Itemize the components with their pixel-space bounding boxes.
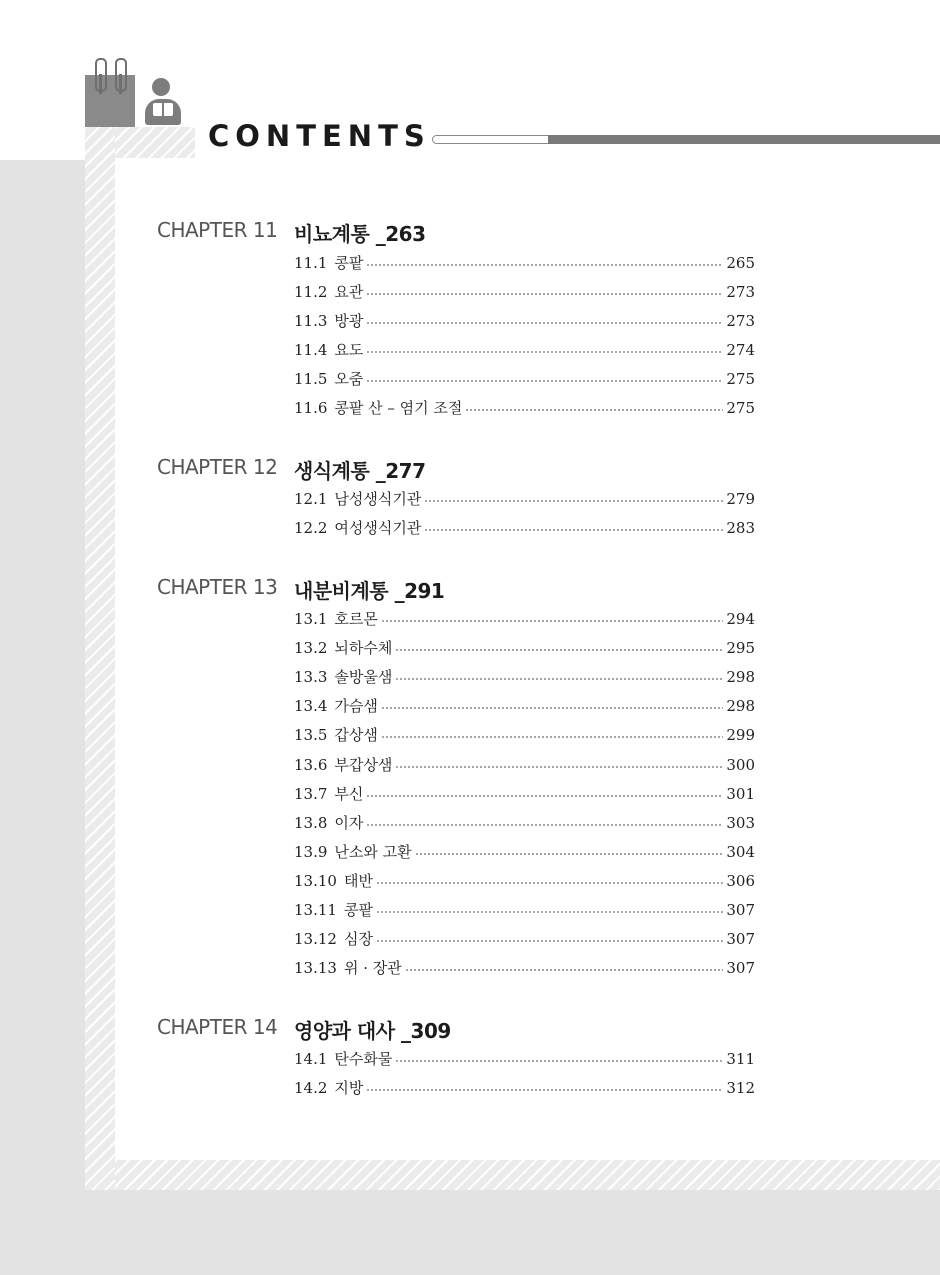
dot-leader — [395, 766, 723, 768]
entry-title: 오줌 — [334, 370, 364, 388]
entry-page: 275 — [726, 370, 755, 388]
toc-entry[interactable] — [294, 928, 755, 950]
entry-number: 13.12 — [294, 930, 337, 948]
entry-number: 12.1 — [294, 490, 328, 508]
hatched-border-top — [115, 127, 195, 158]
entry-number: 11.4 — [294, 341, 328, 359]
entry-title: 가슴샘 — [334, 697, 378, 715]
dot-leader — [376, 911, 723, 913]
toc-entry[interactable] — [294, 637, 755, 659]
entry-title: 여성생식기관 — [334, 519, 422, 537]
chapter-title: 비뇨계통 _263 — [294, 222, 426, 246]
entry-number: 13.1 — [294, 610, 328, 628]
entry-title: 콩팥 산 – 염기 조절 — [334, 399, 463, 417]
entry-page: 298 — [726, 668, 755, 686]
entry-page: 311 — [726, 1050, 755, 1068]
entry-page: 301 — [726, 785, 755, 803]
dot-leader — [424, 500, 723, 502]
entry-number: 11.2 — [294, 283, 328, 301]
dot-leader — [366, 380, 723, 382]
toc-entry[interactable] — [294, 695, 755, 717]
dot-leader — [366, 1089, 723, 1091]
binder-ring-icon — [95, 58, 107, 92]
entry-title: 남성생식기관 — [334, 490, 422, 508]
entry-page: 312 — [726, 1079, 755, 1097]
entry-page: 279 — [726, 490, 755, 508]
page-title: CONTENTS — [208, 119, 431, 153]
toc-entry[interactable] — [294, 754, 755, 776]
entry-number: 13.7 — [294, 785, 328, 803]
entry-page: 307 — [726, 959, 755, 977]
chapter-title: 영양과 대사 _309 — [294, 1019, 451, 1043]
toc-entry[interactable] — [294, 957, 755, 979]
entry-number: 13.2 — [294, 639, 328, 657]
entry-page: 273 — [726, 283, 755, 301]
entry-page: 273 — [726, 312, 755, 330]
entry-number: 14.1 — [294, 1050, 328, 1068]
page-background-bottom — [0, 1190, 940, 1275]
toc-entry[interactable] — [294, 812, 755, 834]
entry-title: 이자 — [334, 814, 364, 832]
entry-title: 위 · 장관 — [343, 959, 402, 977]
toc-entry[interactable] — [294, 339, 755, 361]
toc-entry[interactable] — [294, 783, 755, 805]
entry-number: 11.1 — [294, 254, 328, 272]
dot-leader — [381, 620, 723, 622]
entry-page: 283 — [726, 519, 755, 537]
toc-entry[interactable] — [294, 608, 755, 630]
chapter-label: CHAPTER 11 — [157, 218, 278, 242]
entry-number: 11.3 — [294, 312, 328, 330]
entry-number: 13.4 — [294, 697, 328, 715]
entry-number: 13.10 — [294, 872, 337, 890]
dot-leader — [465, 409, 723, 411]
dot-leader — [376, 882, 723, 884]
dot-leader — [405, 969, 724, 971]
toc-entry[interactable] — [294, 1077, 755, 1099]
entry-title: 요도 — [334, 341, 364, 359]
binder-icon — [85, 75, 135, 127]
toc-entry[interactable] — [294, 724, 755, 746]
entry-title: 콩팥 — [334, 254, 364, 272]
entry-number: 13.5 — [294, 726, 328, 744]
entry-page: 304 — [726, 843, 755, 861]
chapter-title: 내분비계통 _291 — [294, 579, 445, 603]
chapter-title: 생식계통 _277 — [294, 459, 426, 483]
entry-page: 303 — [726, 814, 755, 832]
dot-leader — [424, 529, 723, 531]
entry-number: 13.11 — [294, 901, 337, 919]
dot-leader — [376, 940, 723, 942]
entry-page: 307 — [726, 901, 755, 919]
entry-title: 방광 — [334, 312, 364, 330]
dot-leader — [366, 322, 723, 324]
toc-entry[interactable] — [294, 252, 755, 274]
chapter-label: CHAPTER 14 — [157, 1015, 278, 1039]
entry-number: 13.9 — [294, 843, 328, 861]
entry-page: 298 — [726, 697, 755, 715]
dot-leader — [395, 649, 723, 651]
entry-number: 13.6 — [294, 756, 328, 774]
entry-title: 지방 — [334, 1079, 364, 1097]
dot-leader — [395, 1060, 723, 1062]
toc-entry[interactable] — [294, 841, 755, 863]
dot-leader — [366, 824, 723, 826]
toc-entry[interactable] — [294, 281, 755, 303]
entry-title: 부신 — [334, 785, 364, 803]
title-rule-bar — [548, 135, 940, 144]
entry-number: 11.6 — [294, 399, 328, 417]
toc-entry[interactable] — [294, 1048, 755, 1070]
binder-ring-icon — [115, 58, 127, 92]
dot-leader — [366, 264, 723, 266]
toc-entry[interactable] — [294, 899, 755, 921]
toc-entry[interactable] — [294, 310, 755, 332]
toc-entry[interactable] — [294, 666, 755, 688]
contents-panel — [115, 158, 940, 1160]
entry-number: 12.2 — [294, 519, 328, 537]
entry-number: 13.13 — [294, 959, 337, 977]
entry-title: 요관 — [334, 283, 364, 301]
dot-leader — [366, 293, 723, 295]
entry-title: 갑상샘 — [334, 726, 378, 744]
entry-page: 275 — [726, 399, 755, 417]
dot-leader — [415, 853, 724, 855]
entry-number: 11.5 — [294, 370, 328, 388]
dot-leader — [366, 351, 723, 353]
entry-title: 태반 — [343, 872, 373, 890]
entry-number: 13.3 — [294, 668, 328, 686]
entry-title: 콩팥 — [343, 901, 373, 919]
chapter-label: CHAPTER 12 — [157, 455, 278, 479]
entry-page: 306 — [726, 872, 755, 890]
entry-page: 295 — [726, 639, 755, 657]
entry-page: 294 — [726, 610, 755, 628]
entry-page: 265 — [726, 254, 755, 272]
entry-page: 299 — [726, 726, 755, 744]
toc-entry[interactable] — [294, 517, 755, 539]
entry-number: 14.2 — [294, 1079, 328, 1097]
hatched-border-left — [85, 127, 115, 1190]
entry-page: 300 — [726, 756, 755, 774]
dot-leader — [366, 795, 723, 797]
toc-entry[interactable] — [294, 397, 755, 419]
entry-title: 난소와 고환 — [334, 843, 412, 861]
entry-page: 307 — [726, 930, 755, 948]
entry-title: 솔방울샘 — [334, 668, 393, 686]
entry-title: 뇌하수체 — [334, 639, 393, 657]
toc-entry[interactable] — [294, 870, 755, 892]
toc-entry[interactable] — [294, 368, 755, 390]
entry-title: 호르몬 — [334, 610, 378, 628]
entry-page: 274 — [726, 341, 755, 359]
title-rule-outline — [432, 135, 552, 144]
chapter-label: CHAPTER 13 — [157, 575, 278, 599]
dot-leader — [381, 707, 723, 709]
entry-title: 부갑상샘 — [334, 756, 393, 774]
dot-leader — [381, 736, 723, 738]
entry-number: 13.8 — [294, 814, 328, 832]
entry-title: 심장 — [343, 930, 373, 948]
entry-title: 탄수화물 — [334, 1050, 393, 1068]
toc-entry[interactable] — [294, 488, 755, 510]
dot-leader — [395, 678, 723, 680]
hatched-border-bottom — [115, 1160, 940, 1190]
